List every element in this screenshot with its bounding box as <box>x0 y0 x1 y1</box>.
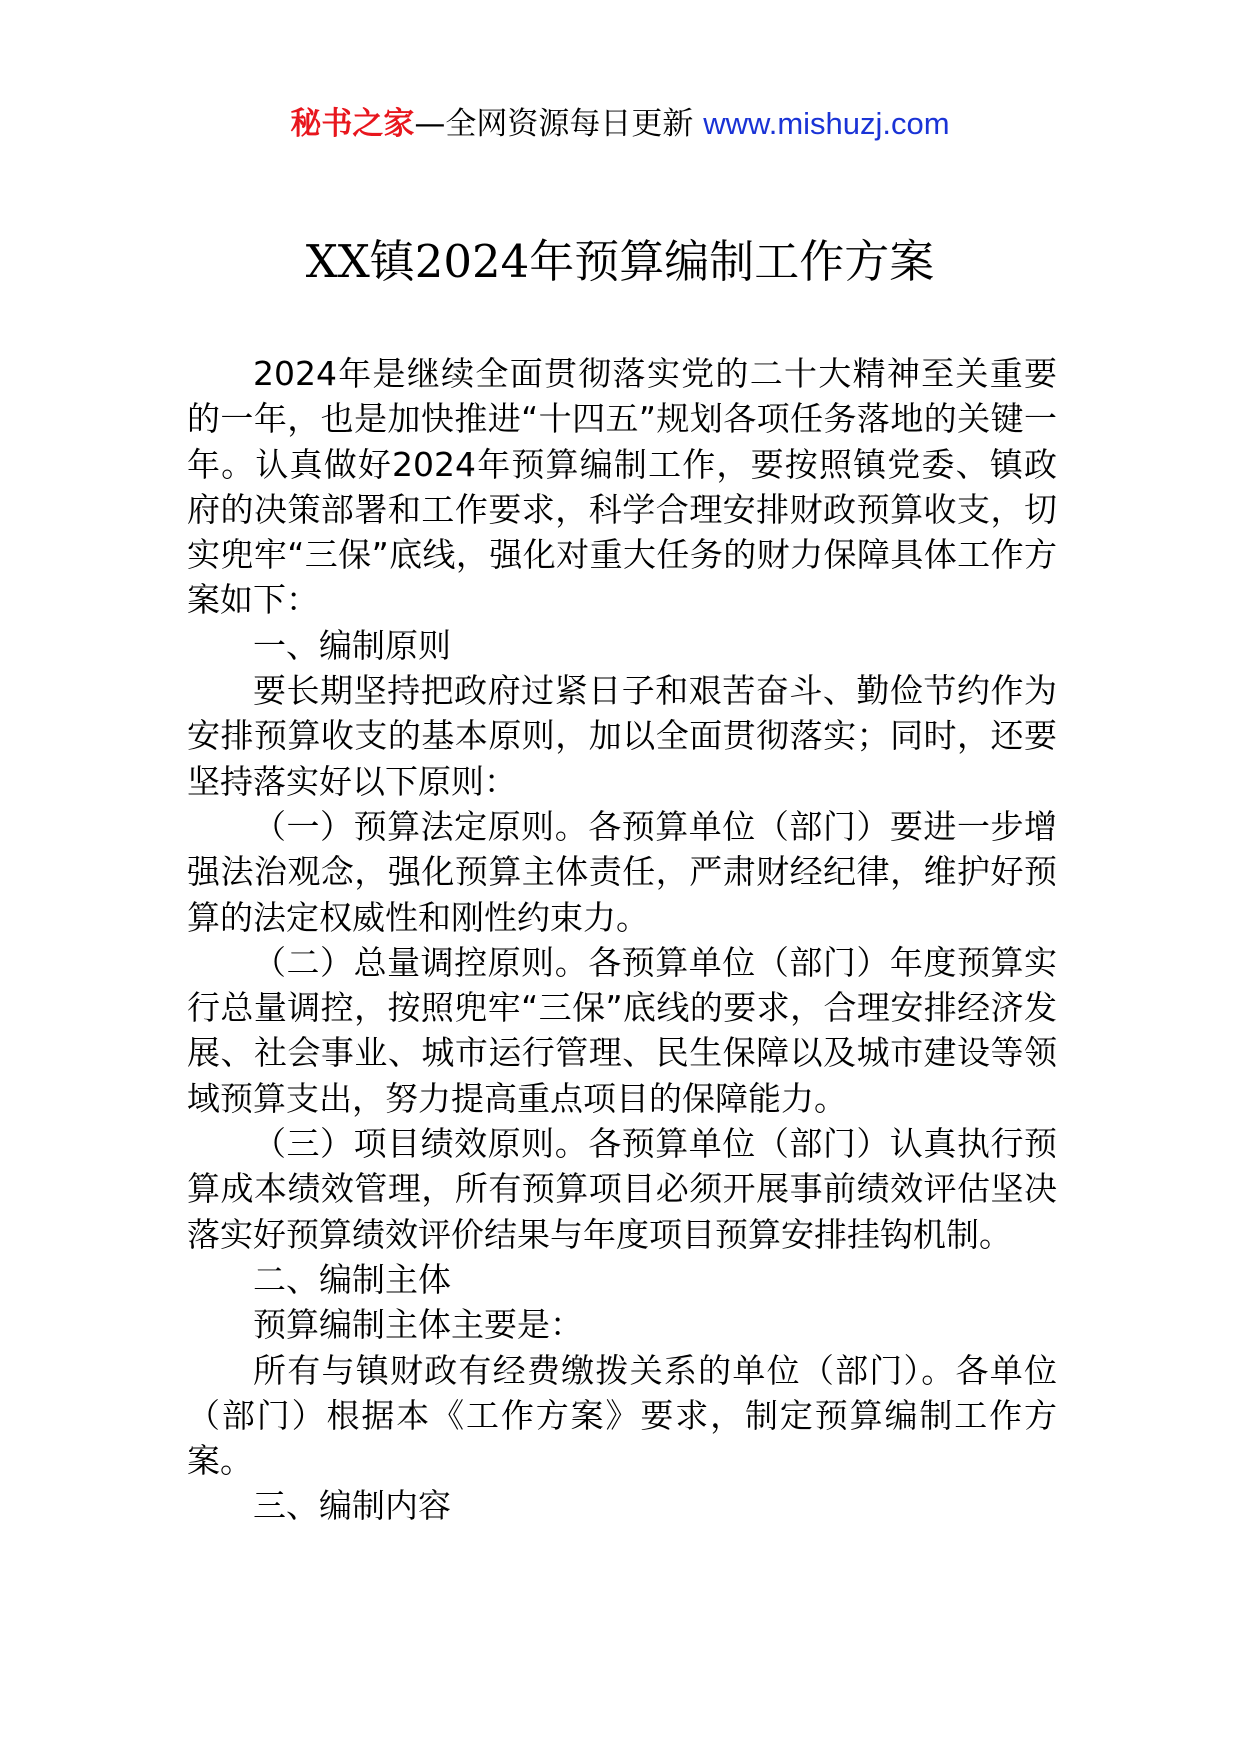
paragraph-subject-lead: 预算编制主体主要是： <box>253 1305 583 1345</box>
watermark-brand: 秘书之家 <box>290 106 415 142</box>
site-watermark <box>0 102 1240 146</box>
section-heading-3: 三、编制内容 <box>253 1486 451 1526</box>
document-body <box>187 351 1057 1529</box>
section-heading-2: 二、编制主体 <box>253 1259 451 1299</box>
section-heading-1: 一、编制原则 <box>253 625 451 665</box>
document-title: XX镇2024年预算编制工作方案 <box>305 235 935 288</box>
watermark-tagline: —全网资源每日更新 <box>414 106 704 142</box>
paragraph-principles: 要长期坚持把政府过紧日子和艰苦奋斗、勤俭节约作为安排预算收支的基本原则，加以全面贯彻落实；同时，还要坚持落实好以下原则： <box>187 671 1057 801</box>
paragraph-principle-3: （三）项目绩效原则。各预算单位（部门）认真执行预算成本绩效管理，所有预算项目必须开展事前绩效评估坚决落实好预算绩效评价结果与年度项目预算安排挂钩机制。 <box>187 1124 1057 1254</box>
watermark-url[interactable]: www.mishuzj.com <box>703 106 950 141</box>
paragraph-principle-1: （一）预算法定原则。各预算单位（部门）要进一步增强法治观念，强化预算主体责任，严肃财经纪律，维护好预算的法定权威性和刚性约束力。 <box>187 806 1057 937</box>
paragraph-intro: 2024年是继续全面贯彻落实党的二十大精神至关重要的一年，也是加快推进“十四五”规划各项任务落地的关键一年。认真做好2024年预算编制工作，要按照镇党委、镇政府的决策部署和工作要求，科学合理安排财政预算收支，切实兜牢“三保”底线，强化对重大任务的财力保障具体工作方案如下： <box>187 354 1057 620</box>
paragraph-principle-2: （二）总量调控原则。各预算单位（部门）年度预算实行总量调控，按照兜牢“三保”底线的要求，合理安排经济发展、社会事业、城市运行管理、民生保障以及城市建设等领域预算支出，努力提高重点项目的保障能力。 <box>187 942 1057 1118</box>
paragraph-subject: 所有与镇财政有经费缴拨关系的单位（部门）。各单位（部门）根据本《工作方案》要求，制定预算编制工作方案。 <box>187 1350 1057 1481</box>
